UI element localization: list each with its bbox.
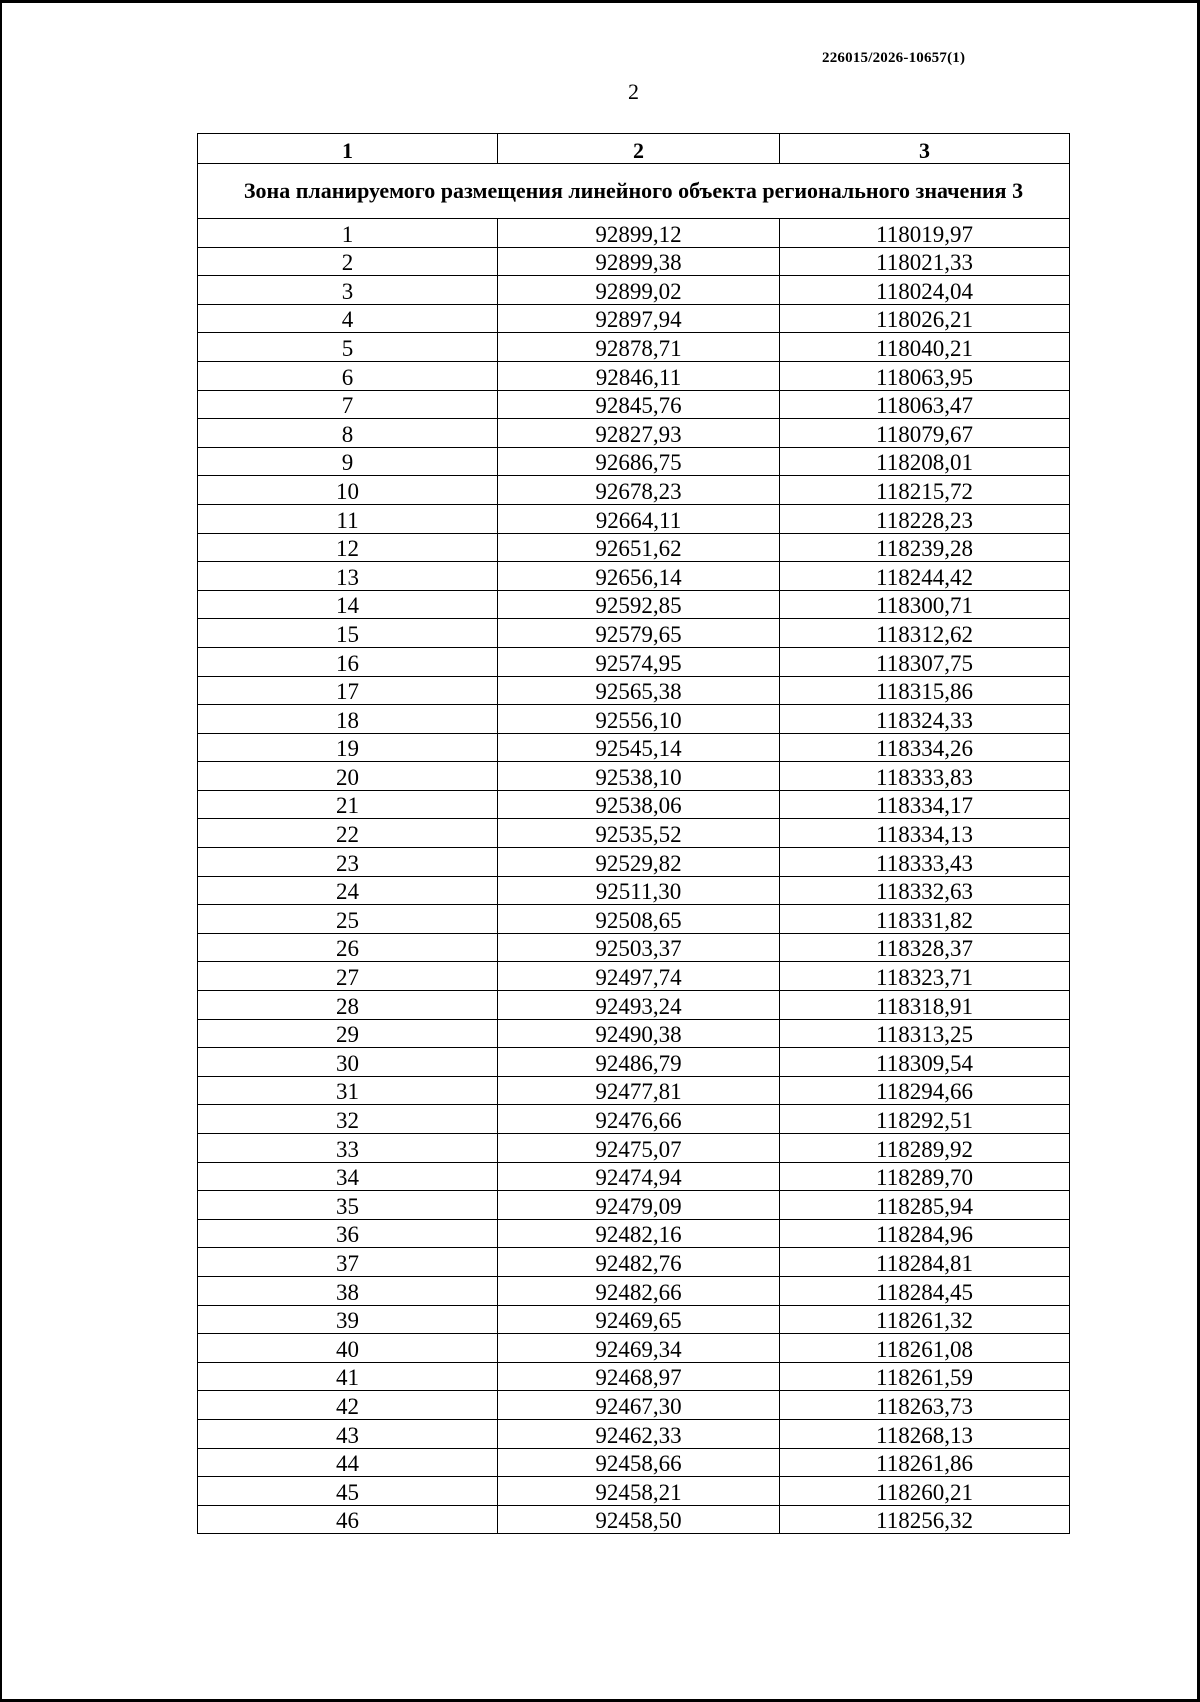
table-row — [198, 819, 1070, 848]
table-row — [198, 1505, 1070, 1534]
x-coordinate-cell: 92827,93 — [498, 419, 780, 448]
column-header-2: 2 — [498, 134, 780, 164]
table-row — [198, 1334, 1070, 1363]
point-number-cell: 43 — [198, 1419, 498, 1448]
x-coordinate-cell: 92878,71 — [498, 333, 780, 362]
table-row — [198, 1134, 1070, 1163]
y-coordinate-cell: 118313,25 — [780, 1019, 1070, 1048]
y-coordinate-cell: 118318,91 — [780, 991, 1070, 1020]
y-coordinate-cell: 118261,59 — [780, 1362, 1070, 1391]
point-number-cell: 18 — [198, 705, 498, 734]
point-number-cell: 15 — [198, 619, 498, 648]
table-row — [198, 1419, 1070, 1448]
table-row — [198, 1276, 1070, 1305]
y-coordinate-cell: 118284,45 — [780, 1276, 1070, 1305]
table-row — [198, 1162, 1070, 1191]
point-number-cell: 42 — [198, 1391, 498, 1420]
point-number-cell: 24 — [198, 876, 498, 905]
x-coordinate-cell: 92477,81 — [498, 1076, 780, 1105]
table-row — [198, 533, 1070, 562]
y-coordinate-cell: 118294,66 — [780, 1076, 1070, 1105]
table-row — [198, 1448, 1070, 1477]
point-number-cell: 23 — [198, 848, 498, 877]
table-row — [198, 419, 1070, 448]
table-row — [198, 705, 1070, 734]
coordinates-table — [197, 133, 1070, 1534]
y-coordinate-cell: 118244,42 — [780, 562, 1070, 591]
point-number-cell: 17 — [198, 676, 498, 705]
point-number-cell: 41 — [198, 1362, 498, 1391]
zone-title: Зона планируемого размещения линейного объекта регионального значения 3 — [198, 164, 1070, 219]
y-coordinate-cell: 118079,67 — [780, 419, 1070, 448]
point-number-cell: 21 — [198, 790, 498, 819]
x-coordinate-cell: 92538,06 — [498, 790, 780, 819]
y-coordinate-cell: 118315,86 — [780, 676, 1070, 705]
y-coordinate-cell: 118263,73 — [780, 1391, 1070, 1420]
x-coordinate-cell: 92458,21 — [498, 1477, 780, 1506]
table-row — [198, 790, 1070, 819]
table-row — [198, 247, 1070, 276]
point-number-cell: 32 — [198, 1105, 498, 1134]
table-row — [198, 1305, 1070, 1334]
x-coordinate-cell: 92482,16 — [498, 1219, 780, 1248]
table-row — [198, 848, 1070, 877]
y-coordinate-cell: 118063,95 — [780, 361, 1070, 390]
table-row — [198, 1477, 1070, 1506]
x-coordinate-cell: 92476,66 — [498, 1105, 780, 1134]
point-number-cell: 46 — [198, 1505, 498, 1534]
x-coordinate-cell: 92497,74 — [498, 962, 780, 991]
table-row — [198, 933, 1070, 962]
x-coordinate-cell: 92899,12 — [498, 219, 780, 248]
y-coordinate-cell: 118307,75 — [780, 647, 1070, 676]
table-row — [198, 1076, 1070, 1105]
table-row — [198, 733, 1070, 762]
point-number-cell: 3 — [198, 276, 498, 305]
x-coordinate-cell: 92458,50 — [498, 1505, 780, 1534]
x-coordinate-cell: 92493,24 — [498, 991, 780, 1020]
x-coordinate-cell: 92535,52 — [498, 819, 780, 848]
x-coordinate-cell: 92664,11 — [498, 504, 780, 533]
x-coordinate-cell: 92897,94 — [498, 304, 780, 333]
y-coordinate-cell: 118215,72 — [780, 476, 1070, 505]
table-row — [198, 962, 1070, 991]
x-coordinate-cell: 92511,30 — [498, 876, 780, 905]
y-coordinate-cell: 118289,70 — [780, 1162, 1070, 1191]
y-coordinate-cell: 118331,82 — [780, 905, 1070, 934]
x-coordinate-cell: 92475,07 — [498, 1134, 780, 1163]
table-row — [198, 1391, 1070, 1420]
x-coordinate-cell: 92490,38 — [498, 1019, 780, 1048]
point-number-cell: 25 — [198, 905, 498, 934]
table-row — [198, 1219, 1070, 1248]
table-row — [198, 504, 1070, 533]
y-coordinate-cell: 118300,71 — [780, 590, 1070, 619]
point-number-cell: 11 — [198, 504, 498, 533]
x-coordinate-cell: 92529,82 — [498, 848, 780, 877]
document-number: 226015/2026-10657(1) — [822, 50, 966, 66]
x-coordinate-cell: 92545,14 — [498, 733, 780, 762]
table-header-row — [198, 134, 1070, 164]
y-coordinate-cell: 118268,13 — [780, 1419, 1070, 1448]
x-coordinate-cell: 92503,37 — [498, 933, 780, 962]
y-coordinate-cell: 118261,08 — [780, 1334, 1070, 1363]
y-coordinate-cell: 118019,97 — [780, 219, 1070, 248]
point-number-cell: 37 — [198, 1248, 498, 1277]
table-row — [198, 905, 1070, 934]
x-coordinate-cell: 92556,10 — [498, 705, 780, 734]
y-coordinate-cell: 118285,94 — [780, 1191, 1070, 1220]
y-coordinate-cell: 118328,37 — [780, 933, 1070, 962]
y-coordinate-cell: 118332,63 — [780, 876, 1070, 905]
table-row — [198, 390, 1070, 419]
y-coordinate-cell: 118334,17 — [780, 790, 1070, 819]
point-number-cell: 7 — [198, 390, 498, 419]
table-row — [198, 562, 1070, 591]
column-header-1: 1 — [198, 134, 498, 164]
y-coordinate-cell: 118021,33 — [780, 247, 1070, 276]
y-coordinate-cell: 118334,26 — [780, 733, 1070, 762]
table-row — [198, 762, 1070, 791]
y-coordinate-cell: 118284,81 — [780, 1248, 1070, 1277]
table-row — [198, 361, 1070, 390]
x-coordinate-cell: 92482,76 — [498, 1248, 780, 1277]
point-number-cell: 39 — [198, 1305, 498, 1334]
y-coordinate-cell: 118324,33 — [780, 705, 1070, 734]
x-coordinate-cell: 92574,95 — [498, 647, 780, 676]
y-coordinate-cell: 118309,54 — [780, 1048, 1070, 1077]
y-coordinate-cell: 118333,83 — [780, 762, 1070, 791]
x-coordinate-cell: 92538,10 — [498, 762, 780, 791]
x-coordinate-cell: 92468,97 — [498, 1362, 780, 1391]
y-coordinate-cell: 118333,43 — [780, 848, 1070, 877]
point-number-cell: 38 — [198, 1276, 498, 1305]
x-coordinate-cell: 92508,65 — [498, 905, 780, 934]
point-number-cell: 19 — [198, 733, 498, 762]
y-coordinate-cell: 118040,21 — [780, 333, 1070, 362]
table-row — [198, 676, 1070, 705]
y-coordinate-cell: 118261,86 — [780, 1448, 1070, 1477]
x-coordinate-cell: 92899,02 — [498, 276, 780, 305]
column-header-3: 3 — [780, 134, 1070, 164]
x-coordinate-cell: 92565,38 — [498, 676, 780, 705]
x-coordinate-cell: 92486,79 — [498, 1048, 780, 1077]
point-number-cell: 29 — [198, 1019, 498, 1048]
x-coordinate-cell: 92651,62 — [498, 533, 780, 562]
y-coordinate-cell: 118323,71 — [780, 962, 1070, 991]
x-coordinate-cell: 92678,23 — [498, 476, 780, 505]
y-coordinate-cell: 118261,32 — [780, 1305, 1070, 1334]
y-coordinate-cell: 118334,13 — [780, 819, 1070, 848]
y-coordinate-cell: 118228,23 — [780, 504, 1070, 533]
table-row — [198, 590, 1070, 619]
x-coordinate-cell: 92467,30 — [498, 1391, 780, 1420]
point-number-cell: 12 — [198, 533, 498, 562]
table-row — [198, 219, 1070, 248]
y-coordinate-cell: 118289,92 — [780, 1134, 1070, 1163]
y-coordinate-cell: 118256,32 — [780, 1505, 1070, 1534]
y-coordinate-cell: 118292,51 — [780, 1105, 1070, 1134]
table-row — [198, 1362, 1070, 1391]
point-number-cell: 9 — [198, 447, 498, 476]
point-number-cell: 30 — [198, 1048, 498, 1077]
point-number-cell: 31 — [198, 1076, 498, 1105]
point-number-cell: 5 — [198, 333, 498, 362]
y-coordinate-cell: 118024,04 — [780, 276, 1070, 305]
table-row — [198, 447, 1070, 476]
y-coordinate-cell: 118312,62 — [780, 619, 1070, 648]
table-row — [198, 619, 1070, 648]
table-row — [198, 476, 1070, 505]
page-border-left — [0, 0, 2, 1702]
table-row — [198, 333, 1070, 362]
table-row — [198, 1048, 1070, 1077]
y-coordinate-cell: 118208,01 — [780, 447, 1070, 476]
point-number-cell: 35 — [198, 1191, 498, 1220]
page-border-top — [0, 0, 1200, 3]
x-coordinate-cell: 92579,65 — [498, 619, 780, 648]
point-number-cell: 4 — [198, 304, 498, 333]
x-coordinate-cell: 92462,33 — [498, 1419, 780, 1448]
point-number-cell: 22 — [198, 819, 498, 848]
table-row — [198, 1105, 1070, 1134]
x-coordinate-cell: 92474,94 — [498, 1162, 780, 1191]
point-number-cell: 33 — [198, 1134, 498, 1163]
table-row — [198, 647, 1070, 676]
x-coordinate-cell: 92592,85 — [498, 590, 780, 619]
point-number-cell: 26 — [198, 933, 498, 962]
table-row — [198, 876, 1070, 905]
x-coordinate-cell: 92479,09 — [498, 1191, 780, 1220]
zone-title-row — [198, 164, 1070, 219]
x-coordinate-cell: 92686,75 — [498, 447, 780, 476]
table-row — [198, 1248, 1070, 1277]
page-number: 2 — [628, 79, 639, 104]
y-coordinate-cell: 118063,47 — [780, 390, 1070, 419]
x-coordinate-cell: 92899,38 — [498, 247, 780, 276]
x-coordinate-cell: 92846,11 — [498, 361, 780, 390]
x-coordinate-cell: 92656,14 — [498, 562, 780, 591]
y-coordinate-cell: 118239,28 — [780, 533, 1070, 562]
point-number-cell: 45 — [198, 1477, 498, 1506]
point-number-cell: 8 — [198, 419, 498, 448]
point-number-cell: 16 — [198, 647, 498, 676]
point-number-cell: 36 — [198, 1219, 498, 1248]
point-number-cell: 44 — [198, 1448, 498, 1477]
point-number-cell: 34 — [198, 1162, 498, 1191]
x-coordinate-cell: 92458,66 — [498, 1448, 780, 1477]
y-coordinate-cell: 118260,21 — [780, 1477, 1070, 1506]
x-coordinate-cell: 92482,66 — [498, 1276, 780, 1305]
point-number-cell: 1 — [198, 219, 498, 248]
point-number-cell: 6 — [198, 361, 498, 390]
x-coordinate-cell: 92469,65 — [498, 1305, 780, 1334]
table-row — [198, 304, 1070, 333]
point-number-cell: 14 — [198, 590, 498, 619]
table-row — [198, 1019, 1070, 1048]
table-row — [198, 1191, 1070, 1220]
point-number-cell: 2 — [198, 247, 498, 276]
table-row — [198, 991, 1070, 1020]
point-number-cell: 20 — [198, 762, 498, 791]
x-coordinate-cell: 92469,34 — [498, 1334, 780, 1363]
x-coordinate-cell: 92845,76 — [498, 390, 780, 419]
y-coordinate-cell: 118284,96 — [780, 1219, 1070, 1248]
table-row — [198, 276, 1070, 305]
table-body — [198, 164, 1070, 1534]
point-number-cell: 40 — [198, 1334, 498, 1363]
point-number-cell: 13 — [198, 562, 498, 591]
point-number-cell: 27 — [198, 962, 498, 991]
point-number-cell: 10 — [198, 476, 498, 505]
point-number-cell: 28 — [198, 991, 498, 1020]
y-coordinate-cell: 118026,21 — [780, 304, 1070, 333]
